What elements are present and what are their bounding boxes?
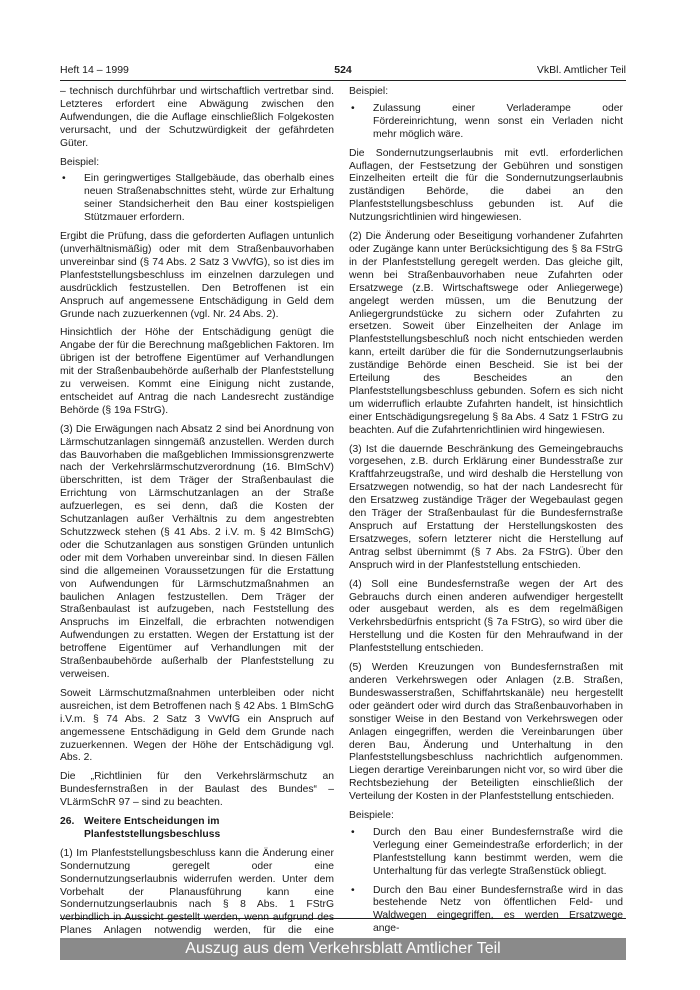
page-header	[60, 64, 626, 78]
paragraph: (4) Soll eine Bundesfernstraße wegen der Art des Gebrauchs durch einen anderen aufwendiger hergestellt oder ausgebaut werden, als es dem regelmäßigen Verkehrsbedürfnis entspricht (§ 7a FStrG), so wird über die Herstellung und die Kosten für den Mehraufwand in der Planfeststellung entschieden.	[349, 578, 623, 655]
bullet-text: Durch den Bau einer Bundesfernstraße wird die Verlegung einer Gemeindestraße erforderlich; in der Planfeststellung kann bestimmt werden, wem die Unterhaltung für das verlegte Straßenstück obliegt.	[373, 826, 623, 877]
bullet-dot: •	[62, 173, 66, 185]
publication-label: VkBl. Amtlicher Teil	[536, 64, 626, 76]
left-column	[60, 86, 334, 957]
paragraph: (3) Ist die dauernde Beschränkung des Gemeingebrauchs vorgesehen, z.B. durch Erklärung einer Bundesstraße zur Kraftfahrzeugstraße, und wird deshalb die Herstellung von Ersatzwegen notwendig, so hat der nach Landesrecht für den Ersatzweg zuständige Träger der Wegebaulast gegen den Träger der Straßenbaulast für die Bundesfernstraße Anspruch auf Erstattung der Herstellungskosten des Ersatzweges, sofern letzterer nicht die Herstellung auf Antrag selbst übernimmt (§ 7 Abs. 2a FStrG). Über den Anspruch wird in der Planfeststellung entschieden.	[349, 443, 623, 571]
paragraph: Hinsichtlich der Höhe der Entschädigung genügt die Angabe der für die Berechnung maßgeblichen Faktoren. Im übrigen ist der betroffene Eigentümer auf Verhandlungen mit der Straßenbaubehörde außerhalb der Planfeststellung zu verweisen. Kommt eine Einigung nicht zustande, entscheidet auf Antrag die nach Landesrecht zuständige Behörde (§ 19a FStrG).	[60, 327, 334, 416]
paragraph: (2) Die Änderung oder Beseitigung vorhandener Zufahrten oder Zugänge kann unter Berücksichtigung des § 8a FStrG in der Planfeststellung geregelt werden. Das gleiche gilt, wenn bei Straßenbauvorhaben neue Zufahrten oder Ersatzwege (z.B. Wirtschaftswege oder Anliegerwege) angelegt werden müssen, um die Benutzung der Anliegergrundstücke zu sichern oder Zufahrten zu ersetzen. Soweit über Einzelheiten der Anlage im Planfeststellungsbeschluß noch nicht entschieden werden kann, erteilt darüber die für die Sondernutzungserlaubnis zuständige Behörde einen Bescheid. Sie ist bei der Erteilung des Bescheides an den Planfeststellungsbeschluss gebunden. Sofern es sich nicht um widerruflich erlaubte Zufahrten handelt, ist hinsichtlich einer Entschädigungsregelung § 8a Abs. 4 Satz 1 FStrG zu beachten. Auf die Zufahrtenrichtlinien wird hingewiesen.	[349, 231, 623, 436]
section-number: 26.	[60, 816, 75, 828]
page-number: 524	[334, 64, 352, 76]
examples-label: Beispiele:	[349, 810, 394, 822]
bullet-dot: •	[351, 102, 355, 114]
bullet-text: Zulassung einer Verladerampe oder Fördereinrichtung, wenn sonst ein Verladen nicht mehr möglich wäre.	[373, 102, 623, 140]
paragraph: (1) Im Planfeststellungsbeschluss kann die Änderung einer Sondernutzung geregelt oder eine Sondernutzungserlaubnis widerrufen werden. Unter dem Vorbehalt der Planausführung kann eine Sondernutzungserlaubnis nach § 8 Abs. 1 FStrG verbindlich in Aussicht gestellt werden, wenn aufgrund des Planes Anlagen notwendig werden, für die eine	[60, 847, 334, 937]
paragraph: Soweit Lärmschutzmaßnahmen unterbleiben oder nicht ausreichen, ist dem Betroffenen nach § 42 Abs. 1 BImSchG i.V.m. § 74 Abs. 2 Satz 3 VwVfG ein Anspruch auf angemessene Entschädigung in Geld dem Grunde nach zuzuerkennen. Wegen der Höhe der Entschädigung vgl. Abs. 2.	[60, 687, 334, 764]
section-title: Weitere Entscheidungen im Planfeststellungsbeschluss	[84, 816, 221, 840]
bullet-item	[349, 885, 623, 937]
paragraph: Ergibt die Prüfung, dass die geforderten Auflagen untunlich (unverhältnismäßig) oder mit dem Straßenbauvorhaben unvereinbar sind (§ 74 Abs. 2 Satz 3 VwVfG), so ist dies im Planfeststellungsbeschluss im einzelnen darzulegen und ausdrücklich festzustellen. Den Betroffenen ist ein Anspruch auf angemessene Entschädigung in Geld dem Grunde nach zuzuerkennen (vgl. Nr. 24 Abs. 2).	[60, 231, 334, 320]
example-label: Beispiel:	[349, 86, 389, 97]
bullet-text: Durch den Bau einer Bundesfernstraße wird in das bestehende Netz von öffentlichen Feld- und Waldwegen eingegriffen, es werden Ersatzwege ange-	[373, 884, 623, 935]
bullet-item	[60, 173, 334, 225]
paragraph: (3) Die Erwägungen nach Absatz 2 sind bei Anordnung von Lärmschutzanlagen sinngemäß anzustellen. Werden durch das Bauvorhaben die maßgeblichen Immissionsgrenzwerte nach der Verkehrslärmschutzverordnung (16. BImSchV) überschritten, ist dem Träger der Straßenbaulast die Errichtung von Lärmschutzanlagen an der Straße aufzuerlegen, es sei denn, daß die Kosten der Schutzanlagen außer Verhältnis zu dem angestrebten Schutzzweck stehen (§ 41 Abs. 2 i.V. m. § 42 BImSchG) oder die Schutzanlagen aus sonstigen Gründen untunlich oder mit dem Vorhaben unvereinbar sind. In diesen Fällen sind die allgemeinen Voraussetzungen für die Erstattung von Aufwendungen für Lärmschutzmaßnahmen an baulichen Anlagen festzustellen. Dem Träger der Straßenbaulast ist aufzugeben, nach Feststellung des Anspruchs im Einzelfall, die erbrachten notwendigen Aufwendungen zu erstatten. Wegen der Erstattung ist der betroffene Eigentümer auf Verhandlungen mit der Straßenbaubehörde außerhalb der Planfeststellung zu verweisen.	[60, 423, 334, 680]
bullet-item	[349, 103, 623, 142]
bullet-text: Ein geringwertiges Stallgebäude, das oberhalb eines neuen Straßenabschnittes steht, würde zur Erhaltung seiner Standsicherheit den Bau einer kostspieligen Stützmauer erfordern.	[84, 173, 334, 224]
example-label: Beispiel:	[60, 156, 100, 168]
right-column	[349, 86, 623, 942]
bullet-dot: •	[351, 884, 355, 896]
header-rule	[60, 80, 626, 81]
footer-rule	[60, 918, 626, 919]
footer-banner: Auszug aus dem Verkehrsblatt Amtlicher Teil	[60, 938, 626, 960]
bullet-item	[349, 827, 623, 879]
issue-label: Heft 14 – 1999	[60, 64, 129, 76]
paragraph: – technisch durchführbar und wirtschaftlich vertretbar sind. Letzteres erfordert eine Abwägung zwischen den Aufwendungen, die die Auflage einschließlich Folgekosten verursacht, und der Schutzwürdigkeit der gefährdeten Güter.	[60, 86, 334, 149]
paragraph: Die Sondernutzungserlaubnis mit evtl. erforderlichen Auflagen, der Festsetzung der Gebühren und sonstigen Einzelheiten erteilt die für die Sondernutzungserlaubnis zuständigen Behörde, die dabei an den Planfeststellungsbeschluss gebunden ist. Auf die Nutzungsrichtlinien wird hingewiesen.	[349, 147, 623, 224]
section-heading	[60, 816, 334, 842]
paragraph: Die „Richtlinien für den Verkehrslärmschutz an Bundesfernstraßen in der Baulast des Bundes“ – VLärmSchR 97 – sind zu beachten.	[60, 771, 334, 809]
paragraph: (5) Werden Kreuzungen von Bundesfernstraßen mit anderen Verkehrswegen oder Anlagen (z.B. Straßen, Bundeswasserstraßen, Schiffahrtskanäle) neu hergestellt oder geändert oder wird durch das Straßenbauvorhaben in sonstiger Weise in den Bestand von Verkehrswegen oder Anlagen eingegriffen, werden die Vereinbarungen über deren Bau, Änderung und Unterhaltung in den Planfeststellungsbeschluss nachrichtlich aufgenommen. Liegen derartige Vereinbarungen nicht vor, so wird über die Rechtsbeziehung der Beteiligten einschließlich der Verteilung der Kosten in der Planfeststellung entschieden.	[349, 662, 623, 803]
bullet-dot: •	[351, 826, 355, 838]
